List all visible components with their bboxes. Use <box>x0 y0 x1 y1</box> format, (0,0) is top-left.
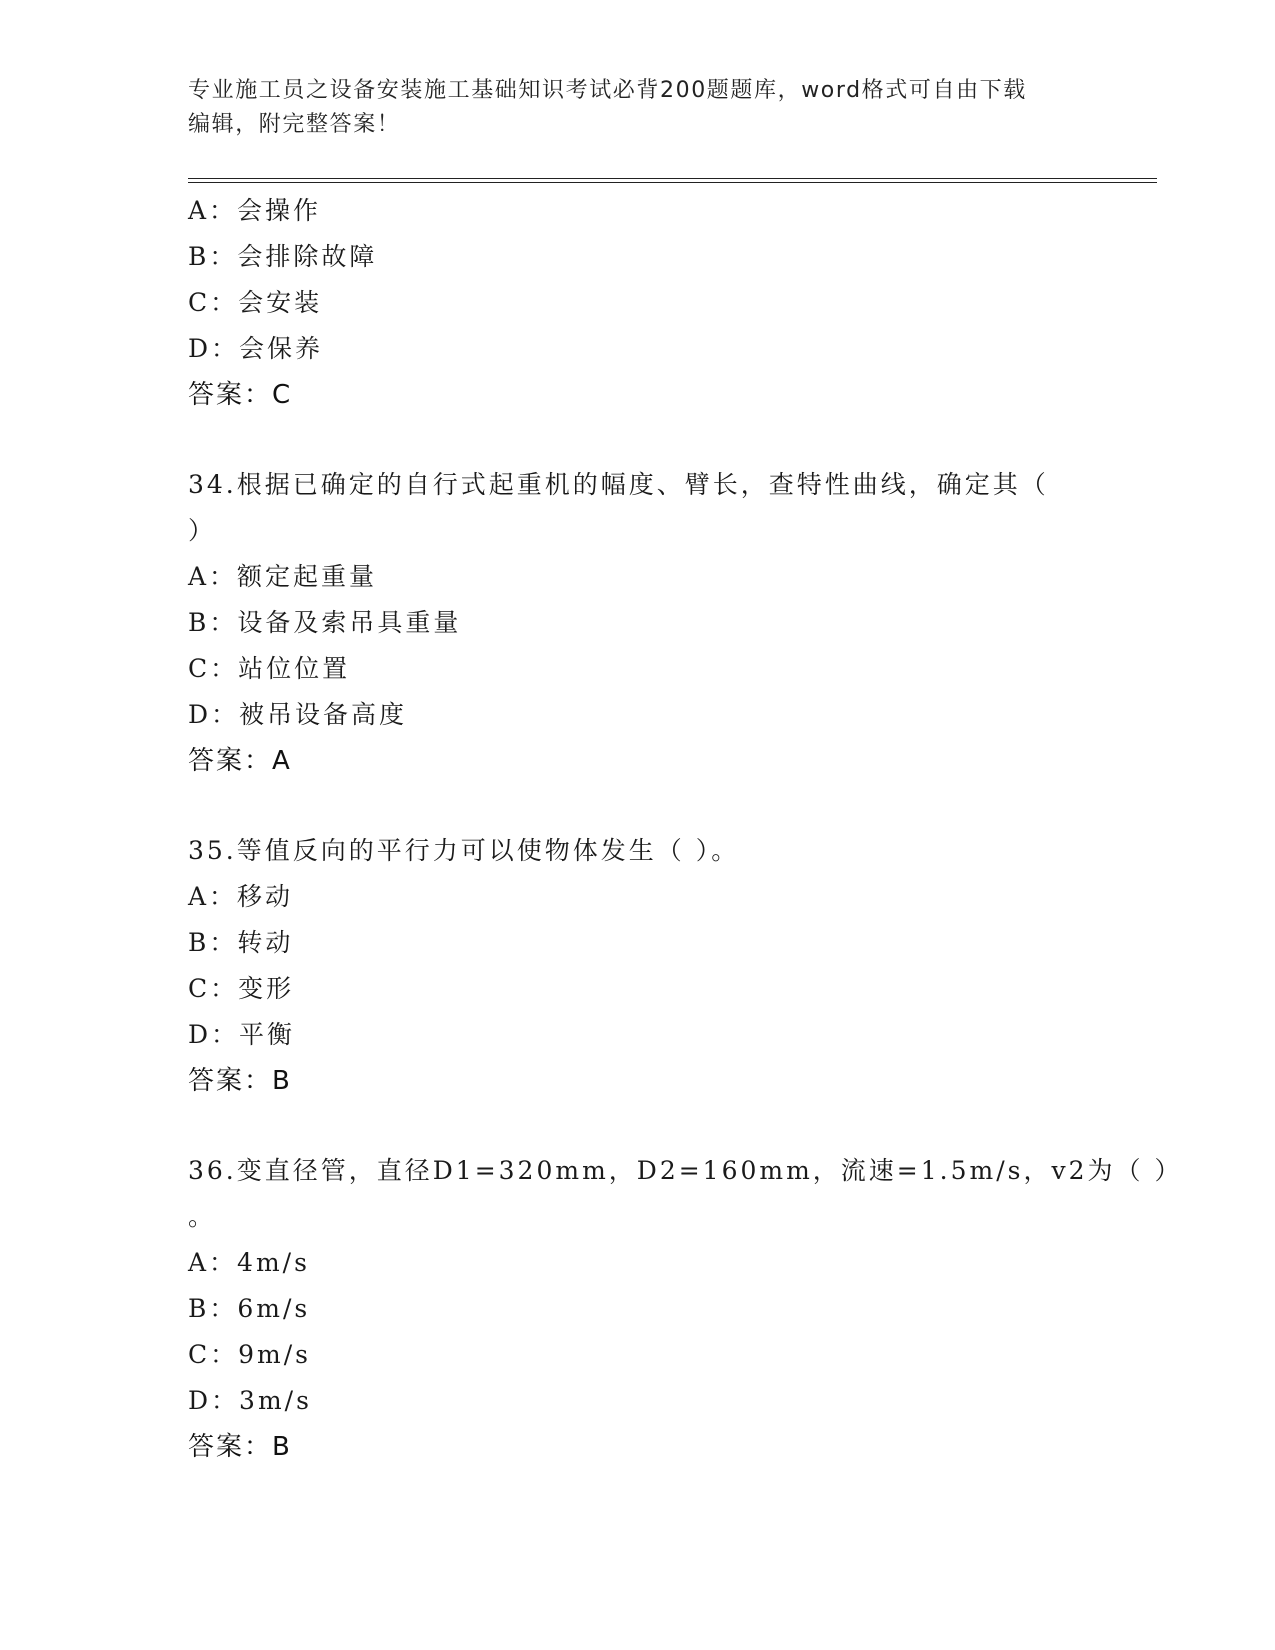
option-d: D：3m/s <box>188 1386 312 1415</box>
option-b: B：设备及索吊具重量 <box>188 608 462 637</box>
answer-line: 答案：B <box>188 1432 292 1462</box>
question-text-line-2: ） <box>188 516 217 545</box>
option-d: D：会保养 <box>188 334 324 363</box>
option-c: C：9m/s <box>188 1340 311 1369</box>
question-block-35 <box>188 828 1088 1104</box>
option-a: A：会操作 <box>188 196 322 225</box>
question-text-line-1: 34.根据已确定的自行式起重机的幅度、臂长，查特性曲线，确定其（ <box>188 470 1049 499</box>
question-text-line-1: 35.等值反向的平行力可以使物体发生（ ）。 <box>188 836 740 865</box>
option-a: A：移动 <box>188 882 294 911</box>
header-title-line-2: 编辑，附完整答案！ <box>188 112 401 137</box>
spacer <box>188 1104 1088 1148</box>
document-header <box>188 74 1088 142</box>
option-a: A：额定起重量 <box>188 562 378 591</box>
option-d: D：被吊设备高度 <box>188 700 408 729</box>
question-text-line-2: 。 <box>188 1202 217 1231</box>
answer-line: 答案：B <box>188 1066 292 1096</box>
question-text-line-1: 36.变直径管，直径D1=320mm，D2=160mm，流速=1.5m/s，v2为（ ） <box>188 1156 1183 1185</box>
question-block-33 <box>188 188 1088 418</box>
option-d: D：平衡 <box>188 1020 296 1049</box>
question-block-36 <box>188 1148 1183 1470</box>
option-a: A：4m/s <box>188 1248 310 1277</box>
header-title-line-1: 专业施工员之设备安装施工基础知识考试必背200题题库，word格式可自由下载 <box>188 78 1027 103</box>
header-divider <box>188 178 1157 183</box>
option-b: B：转动 <box>188 928 294 957</box>
option-b: B：会排除故障 <box>188 242 378 271</box>
answer-line: 答案：C <box>188 380 293 410</box>
option-c: C：站位位置 <box>188 654 351 683</box>
option-c: C：变形 <box>188 974 295 1003</box>
spacer <box>188 418 1088 462</box>
question-block-34 <box>188 462 1088 784</box>
option-c: C：会安装 <box>188 288 323 317</box>
answer-line: 答案：A <box>188 746 292 776</box>
question-list <box>188 188 1183 1470</box>
spacer <box>188 784 1088 828</box>
option-b: B：6m/s <box>188 1294 311 1323</box>
